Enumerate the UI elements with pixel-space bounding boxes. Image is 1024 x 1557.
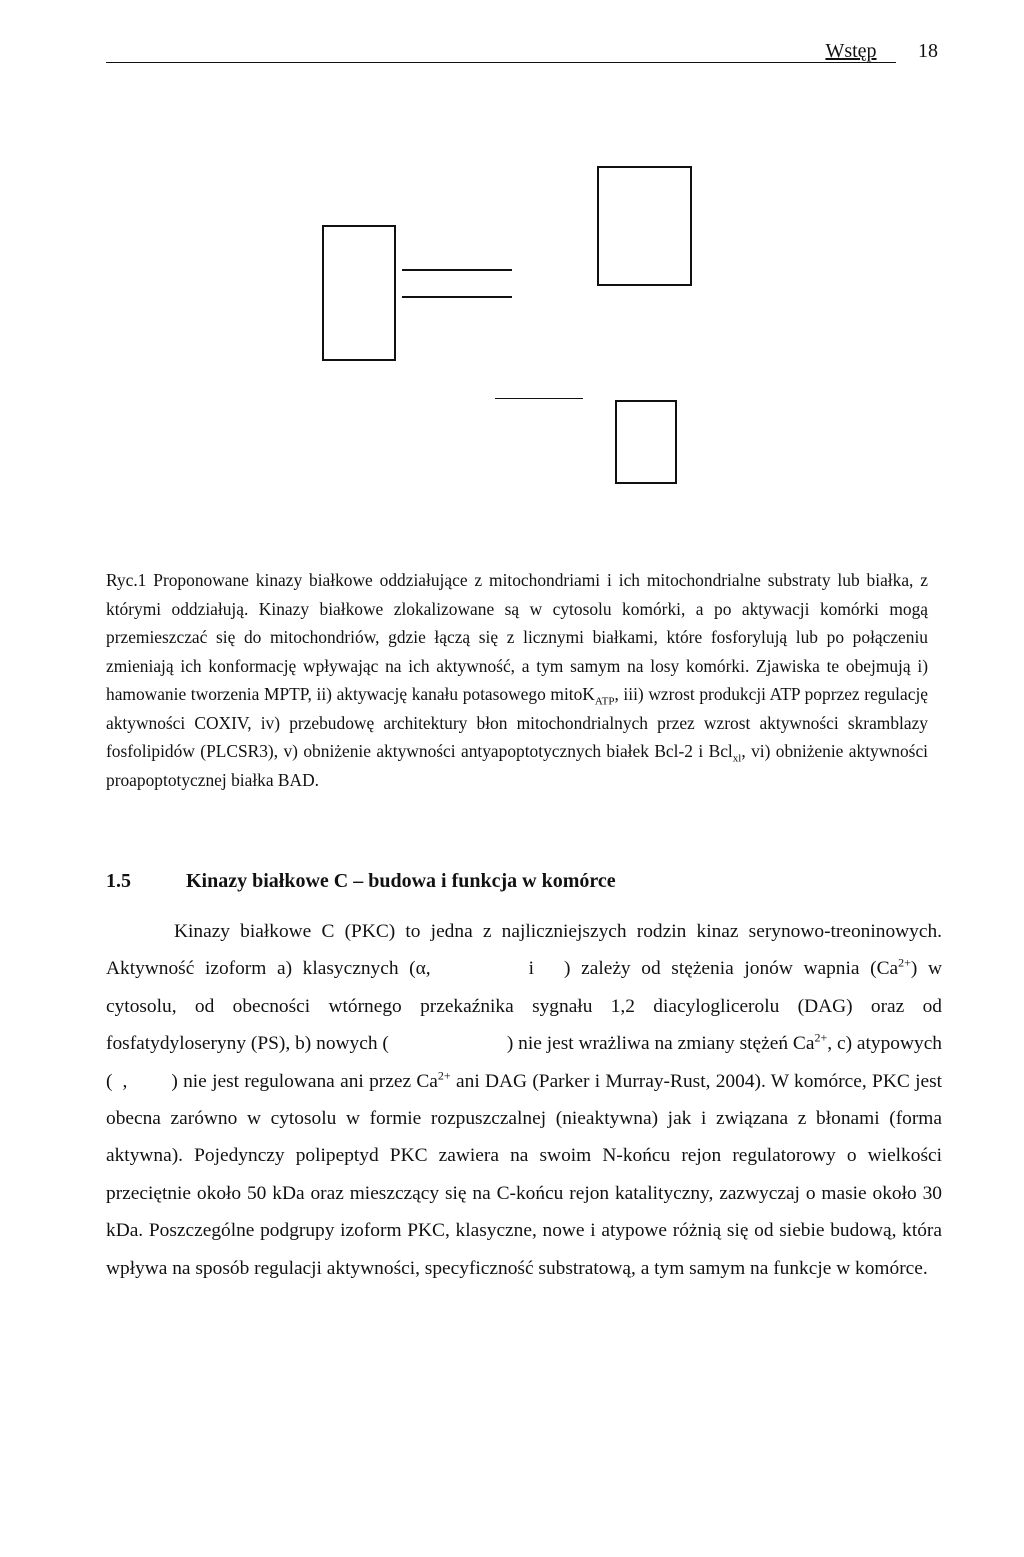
body-text: Kinazy białkowe C (PKC) to jedna z najliczniejszych rodzin kinaz serynowo-treoninowych. Aktywność izoform a) klasycznych (α, (106, 921, 942, 980)
caption-text: , iii) wzrost produkcji ATP poprzez regulację aktywności COXIV, iv) przebudowę architektury błon mitochondrialnych przez wzrost aktywności skramblazy fosfolipidów (PLCSR3), v) obniżenie aktywności antyapoptotycznych białek Bcl-2 i Bcl (106, 684, 928, 761)
header-title: Wstęp (825, 40, 877, 62)
figure (0, 150, 1024, 510)
figure-box-top-right (597, 166, 692, 286)
figure-line (402, 296, 512, 298)
caption-label: Ryc.1 (106, 570, 147, 590)
body-paragraph (106, 913, 942, 1287)
page-number: 18 (918, 40, 938, 62)
body-text: ) nie jest wrażliwa na zmiany stężeń Ca (506, 1033, 815, 1055)
body-text: ) w cytosolu, od obecności wtórnego przekaźnika sygnału 1,2 diacyloglicerolu (DAG) oraz od fosfatydyloseryny (PS), b) nowych ( (106, 958, 942, 1055)
superscript: 2+ (814, 1030, 828, 1045)
caption-subscript: ATP (594, 695, 615, 708)
section-number: 1.5 (106, 870, 131, 892)
body-text: ) nie jest regulowana ani przez Ca (171, 1070, 438, 1092)
caption-subscript: xl (732, 752, 742, 765)
figure-caption (106, 566, 928, 794)
body-text: ) zależy od stężenia jonów wapnia (Ca (564, 958, 899, 980)
header-rule (106, 62, 896, 63)
superscript: 2+ (437, 1068, 451, 1083)
figure-line (402, 269, 512, 271)
figure-box-left (322, 225, 396, 361)
section-title: Kinazy białkowe C – budowa i funkcja w komórce (186, 870, 616, 892)
figure-box-bottom-right (615, 400, 677, 484)
body-text: , (122, 1070, 128, 1092)
body-text: i (528, 958, 535, 980)
body-text: , c) atypowych ( (106, 1033, 942, 1092)
caption-text: , vi) obniżenie aktywności proapoptotycznej białka BAD. (106, 741, 928, 790)
caption-text: Proponowane kinazy białkowe oddziałujące z mitochondriami i ich mitochondrialne substraty lub białka, z którymi oddziałują. Kinazy białkowe zlokalizowane są w cytosolu komórki, a po aktywacji komórki mogą przemieszczać się do mitochondriów, gdzie łączą się z licznymi białkami, które fosforylują lub po połączeniu zmieniają ich konformację wpływając na ich aktywność, a tym samym na losy komórki. Zjawiska te obejmują i) hamowanie tworzenia MPTP, ii) aktywację kanału potasowego mitoK (106, 570, 928, 704)
section-heading (106, 870, 928, 893)
body-text: ani DAG (Parker i Murray-Rust, 2004). W komórce, PKC jest obecna zarówno w cytosolu w formie rozpuszczalnej (nieaktywna) jak i związana z błonami (forma aktywna). Pojedynczy polipeptyd PKC zawiera na swoim N-końcu rejon regulatorowy o wielkości przeciętnie około 50 kDa oraz mieszczący się na C-końcu rejon katalityczny, zazwyczaj o masie około 30 kDa. Poszczególne podgrupy izoform PKC, klasyczne, nowe i atypowe różnią się od siebie budową, która wpływa na sposób regulacji aktywności, specyficzność substratową, a tym samym na funkcje w komórce. (106, 1070, 943, 1279)
running-header (106, 40, 938, 66)
superscript: 2+ (898, 955, 911, 970)
figure-line (495, 398, 583, 399)
